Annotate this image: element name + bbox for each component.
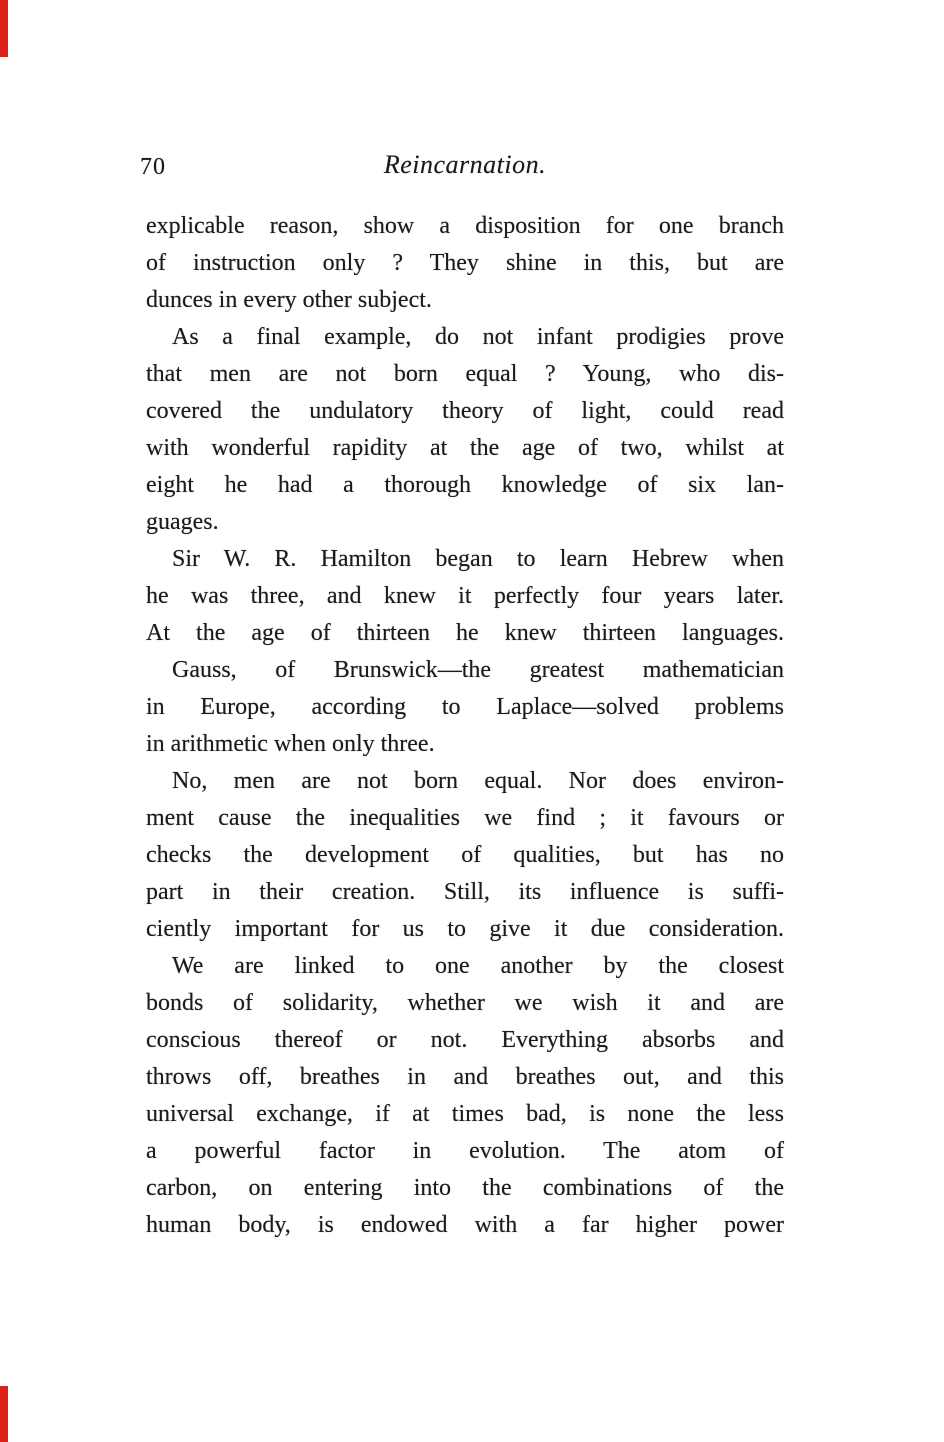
text-line: guages. <box>146 509 219 535</box>
text-line: part in their creation. Still, its influence is suffi- <box>146 879 784 905</box>
text-line: conscious thereof or not. Everything absorbs and <box>146 1027 784 1053</box>
paragraph <box>146 948 784 1244</box>
text-line: ment cause the inequalities we find ; it favours or <box>146 805 784 831</box>
text-line: ciently important for us to give it due consideration. <box>146 916 784 942</box>
text-line: a powerful factor in evolution. The atom of <box>146 1138 784 1164</box>
scan-edge-artifact-bottom <box>0 1386 8 1442</box>
text-line: he was three, and knew it perfectly four years later. <box>146 583 784 609</box>
text-line: in arithmetic when only three. <box>146 731 435 757</box>
text-line: universal exchange, if at times bad, is none the less <box>146 1101 784 1127</box>
text-line: carbon, on entering into the combinations of the <box>146 1175 784 1201</box>
text-line: covered the undulatory theory of light, could read <box>146 398 784 424</box>
text-line: bonds of solidarity, whether we wish it and are <box>146 990 784 1016</box>
paragraph <box>146 208 784 319</box>
text-line: checks the development of qualities, but has no <box>146 842 784 868</box>
text-line: that men are not born equal ? Young, who dis- <box>146 361 784 387</box>
text-line: As a final example, do not infant prodigies prove <box>172 324 784 350</box>
page-header <box>140 150 784 190</box>
paragraph <box>146 541 784 652</box>
text-line: explicable reason, show a disposition for one branch <box>146 213 784 239</box>
text-line: We are linked to one another by the closest <box>172 953 784 979</box>
text-line: No, men are not born equal. Nor does environ- <box>172 768 784 794</box>
text-block <box>146 208 784 1244</box>
paragraph <box>146 652 784 763</box>
text-line: throws off, breathes in and breathes out, and this <box>146 1064 784 1090</box>
text-line: with wonderful rapidity at the age of two, whilst at <box>146 435 784 461</box>
paragraph <box>146 319 784 541</box>
paragraph <box>146 763 784 948</box>
text-line: dunces in every other subject. <box>146 287 432 313</box>
text-line: Sir W. R. Hamilton began to learn Hebrew when <box>172 546 784 572</box>
text-line: of instruction only ? They shine in this, but are <box>146 250 784 276</box>
text-line: At the age of thirteen he knew thirteen languages. <box>146 620 784 646</box>
text-line: human body, is endowed with a far higher power <box>146 1212 784 1238</box>
text-line: eight he had a thorough knowledge of six lan- <box>146 472 784 498</box>
text-line: Gauss, of Brunswick—the greatest mathematician <box>172 657 784 683</box>
text-line: in Europe, according to Laplace—solved problems <box>146 694 784 720</box>
page-number: 70 <box>140 154 166 180</box>
running-header-title: Reincarnation. <box>383 150 547 179</box>
scan-edge-artifact-top <box>0 0 8 57</box>
